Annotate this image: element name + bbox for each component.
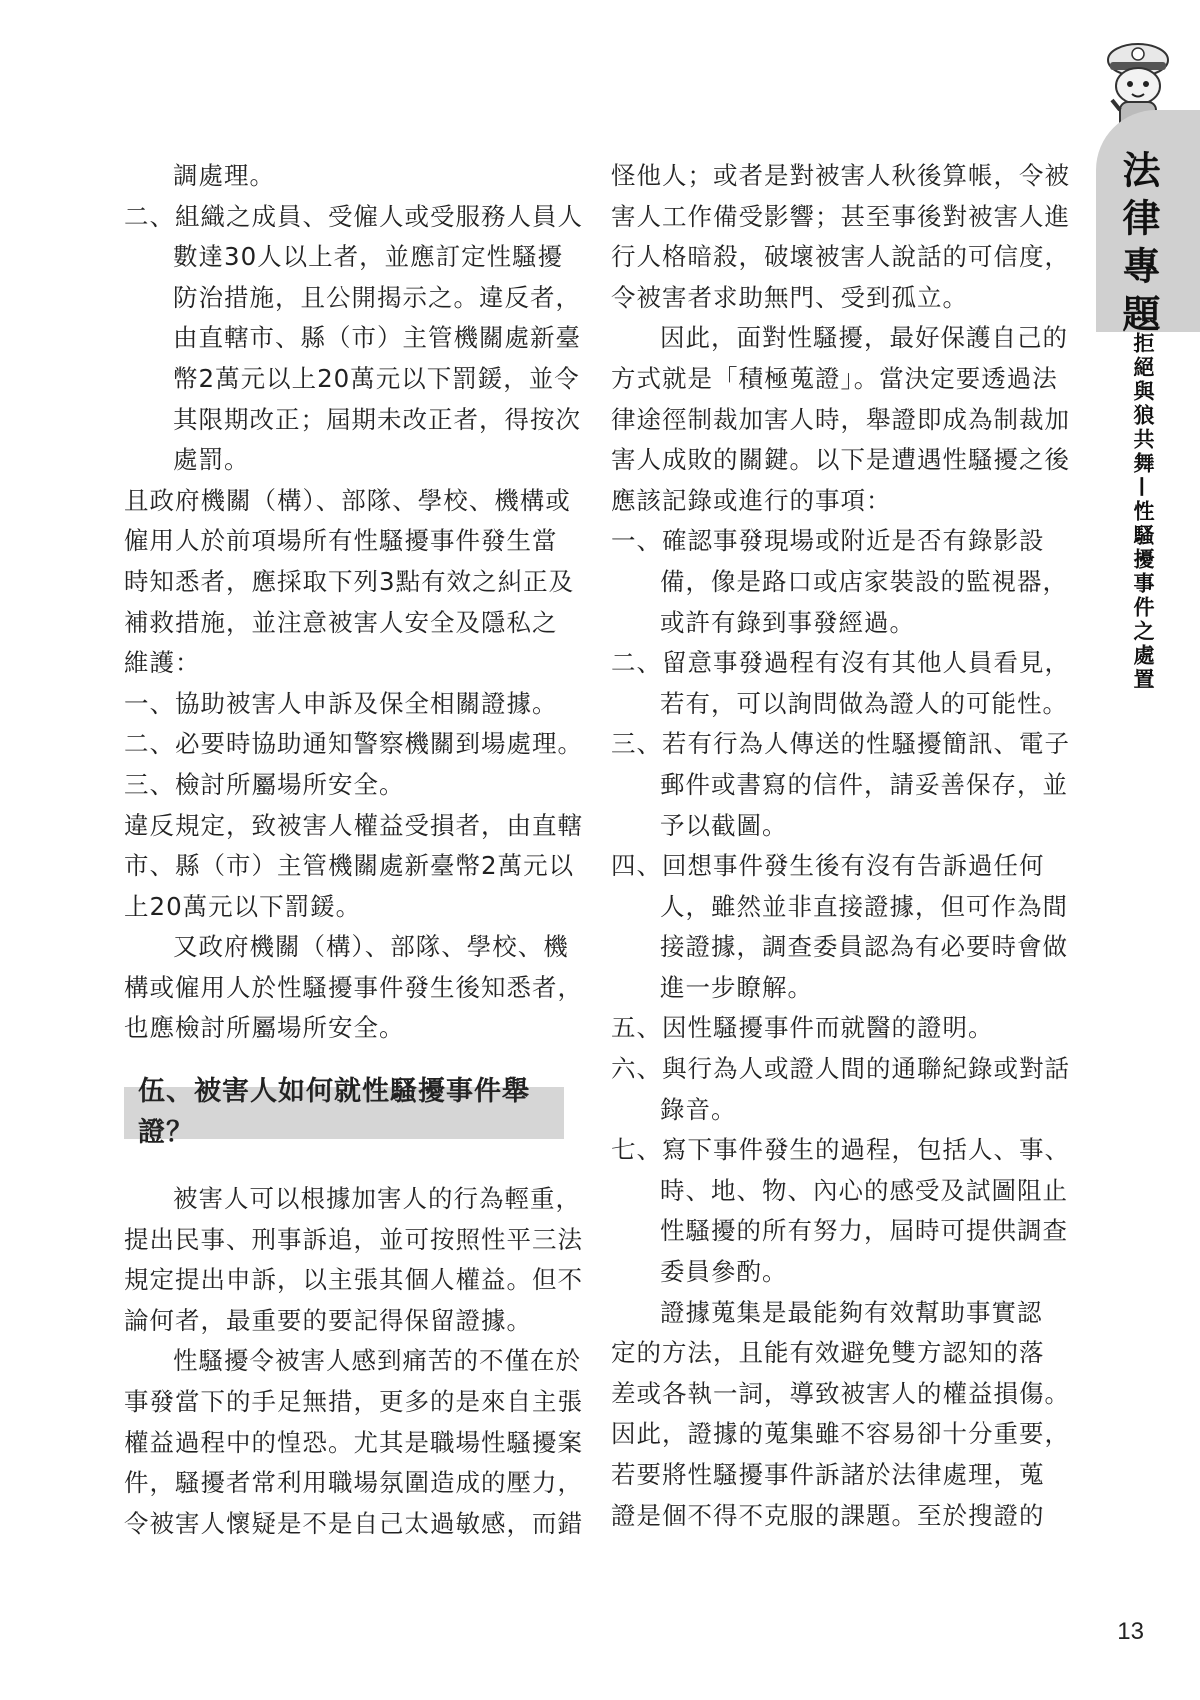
list-item: 五、因性騷擾事件而就醫的證明。 [611, 1013, 994, 1043]
measures-list [124, 684, 583, 806]
steps-list [611, 521, 1070, 1292]
section-tab-label: 法律專題 [1116, 150, 1161, 342]
text-line: 調處理。 [173, 161, 275, 190]
paragraph: 怪他人；或者是對被害人秋後算帳，令被 害人工作備受影響；甚至事後對被害人進 行人格暗殺，破壞被害人說話的可信度， 令被害者求助無門、受到孤立。 [611, 161, 1070, 312]
paragraph: 又政府機關（構）、部隊、學校、機 構或僱用人於性騷擾事件發生後知悉者， 也應檢討所屬場所安全。 [124, 932, 583, 1043]
list-item: 四、回想事件發生後有沒有告訴過任何 人，雖然並非直接證據，但可作為間 接證據，調查委員認為有必要時會做 進一步瞭解。 [611, 851, 1068, 1002]
paragraph: 被害人可以根據加害人的行為輕重， 提出民事、刑事訴追，並可按照性平三法 規定提出申訴，以主張其個人權益。但不 論何者，最重要的要記得保留證據。 [124, 1184, 583, 1335]
paragraph: 違反規定，致被害人權益受損者，由直轄 市、縣（市）主管機關處新臺幣2萬元以 上20萬元以下罰鍰。 [124, 810, 583, 921]
list-item: 六、與行為人或證人間的通聯紀錄或對話 錄音。 [611, 1054, 1070, 1124]
paragraph: 因此，面對性騷擾，最好保護自己的 方式就是「積極蒐證」。當決定要透過法 律途徑制裁加害人時，舉證即成為制裁加 害人成敗的關鍵。以下是遭遇性騷擾之後 應該記錄或進行的事項： [611, 323, 1070, 515]
list-item: 三、檢討所屬場所安全。 [124, 769, 405, 799]
page-number: 13 [1117, 1618, 1144, 1645]
list-item: 二、留意事發過程有沒有其他人員看見， 若有，可以詢問做為證人的可能性。 [611, 648, 1070, 718]
paragraph: 且政府機關（構）、部隊、學校、機構或 僱用人於前項場所有性騷擾事件發生當 時知悉者，應採取下列3點有效之糾正及 補救措施，並注意被害人安全及隱私之 維護： [124, 485, 575, 678]
list-item: 二、必要時協助通知警察機關到場處理。 [124, 729, 583, 759]
paragraph: 性騷擾令被害人感到痛苦的不僅在於 事發當下的手足無措，更多的是來自主張 權益過程中的惶恐。尤其是職場性騷擾案 件，騷擾者常利用職場氛圍造成的壓力， 令被害人懷疑是不是自己太過敏感，而錯 [124, 1346, 583, 1538]
paragraph: 證據蒐集是最能夠有效幫助事實認 定的方法，且能有效避免雙方認知的落 差或各執一詞，導致被害人的權益損傷。 因此，證據的蒐集雖不容易卻十分重要， 若要將性騷擾事件訴諸於法律處理，蒐 證是個不得不克服的課題。至於搜證的 [611, 1297, 1070, 1530]
list-item: 二、組織之成員、受僱人或受服務人員人 數達30人以上者，並應訂定性騷擾 防治措施，且公開揭示之。違反者， 由直轄市、縣（市）主管機關處新臺 幣2萬元以上20萬元以下罰鍰，並令 其限期改正；屆期未改正者，得按次 處罰。 [124, 201, 583, 475]
article-vertical-title: 拒絕與狼共舞—性騷擾事件之處置 [1131, 332, 1155, 692]
list-item: 七、寫下事件發生的過程，包括人、事、 時、地、物、內心的感受及試圖阻止 性騷擾的所有努力，屆時可提供調查 委員參酌。 [611, 1135, 1070, 1287]
right-column [611, 156, 1070, 1536]
left-column [124, 156, 583, 1544]
list-item: 一、協助被害人申訴及保全相關證據。 [124, 688, 558, 718]
list-item: 一、確認事發現場或附近是否有錄影設 備，像是路口或店家裝設的監視器， 或許有錄到事發經過。 [611, 526, 1068, 637]
section-heading: 伍、被害人如何就性騷擾事件舉證？ [124, 1087, 564, 1139]
list-item: 三、若有行為人傳送的性騷擾簡訊、電子 郵件或書寫的信件，請妥善保存，並 予以截圖。 [611, 729, 1070, 840]
